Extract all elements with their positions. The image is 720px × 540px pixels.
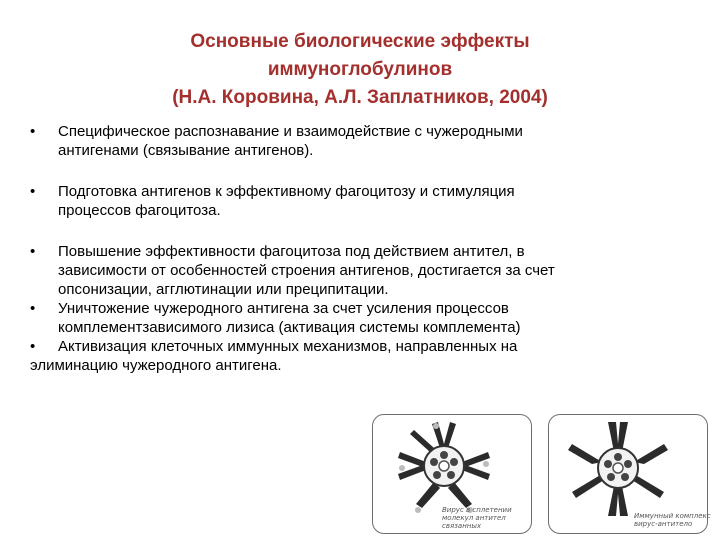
bullet-icon: • bbox=[30, 300, 36, 317]
bullet-icon: • bbox=[30, 123, 36, 140]
slide-title bbox=[0, 28, 720, 112]
bullet-item-2: • Подготовка антигенов к эффективному фагоцитозу и стимуляция процессов фагоцитоза. bbox=[30, 183, 515, 219]
title-line-3: (Н.А. Коровина, А.Л. Заплатников, 2004) bbox=[172, 87, 548, 108]
title-line-2: иммуноглобулинов bbox=[267, 59, 453, 80]
virus-antibody-illustration-left bbox=[372, 414, 532, 534]
figure-caption-left: Вирус в сплетении молекул антител связанных bbox=[442, 506, 512, 530]
bullet-icon: • bbox=[30, 243, 36, 260]
bullet-item-3: • Повышение эффективности фагоцитоза под действием антител, в зависимости от особенностей строения антигенов, достигается за счет опсонизации, агглютинации или преципитации. bbox=[30, 243, 555, 298]
bullet-item-4: • Уничтожение чужеродного антигена за счет усиления процессов комплементзависимого лизиса (активация системы комплемента) bbox=[30, 300, 521, 336]
figure-caption-right: Иммунный комплекс вирус-антитело bbox=[634, 512, 711, 528]
bullet-icon: • bbox=[30, 183, 36, 200]
title-line-1: Основные биологические эффекты bbox=[190, 31, 530, 52]
bullet-item-5: • Активизация клеточных иммунных механизмов, направленных на элиминацию чужеродного антигена. bbox=[30, 338, 518, 374]
bullet-item-1: • Специфическое распознавание и взаимодействие с чужеродными антигенами (связывание антигенов). bbox=[30, 123, 523, 159]
bullet-icon: • bbox=[30, 338, 36, 355]
bullet-list bbox=[30, 122, 700, 375]
virus-antibody-illustration-right bbox=[548, 414, 711, 534]
